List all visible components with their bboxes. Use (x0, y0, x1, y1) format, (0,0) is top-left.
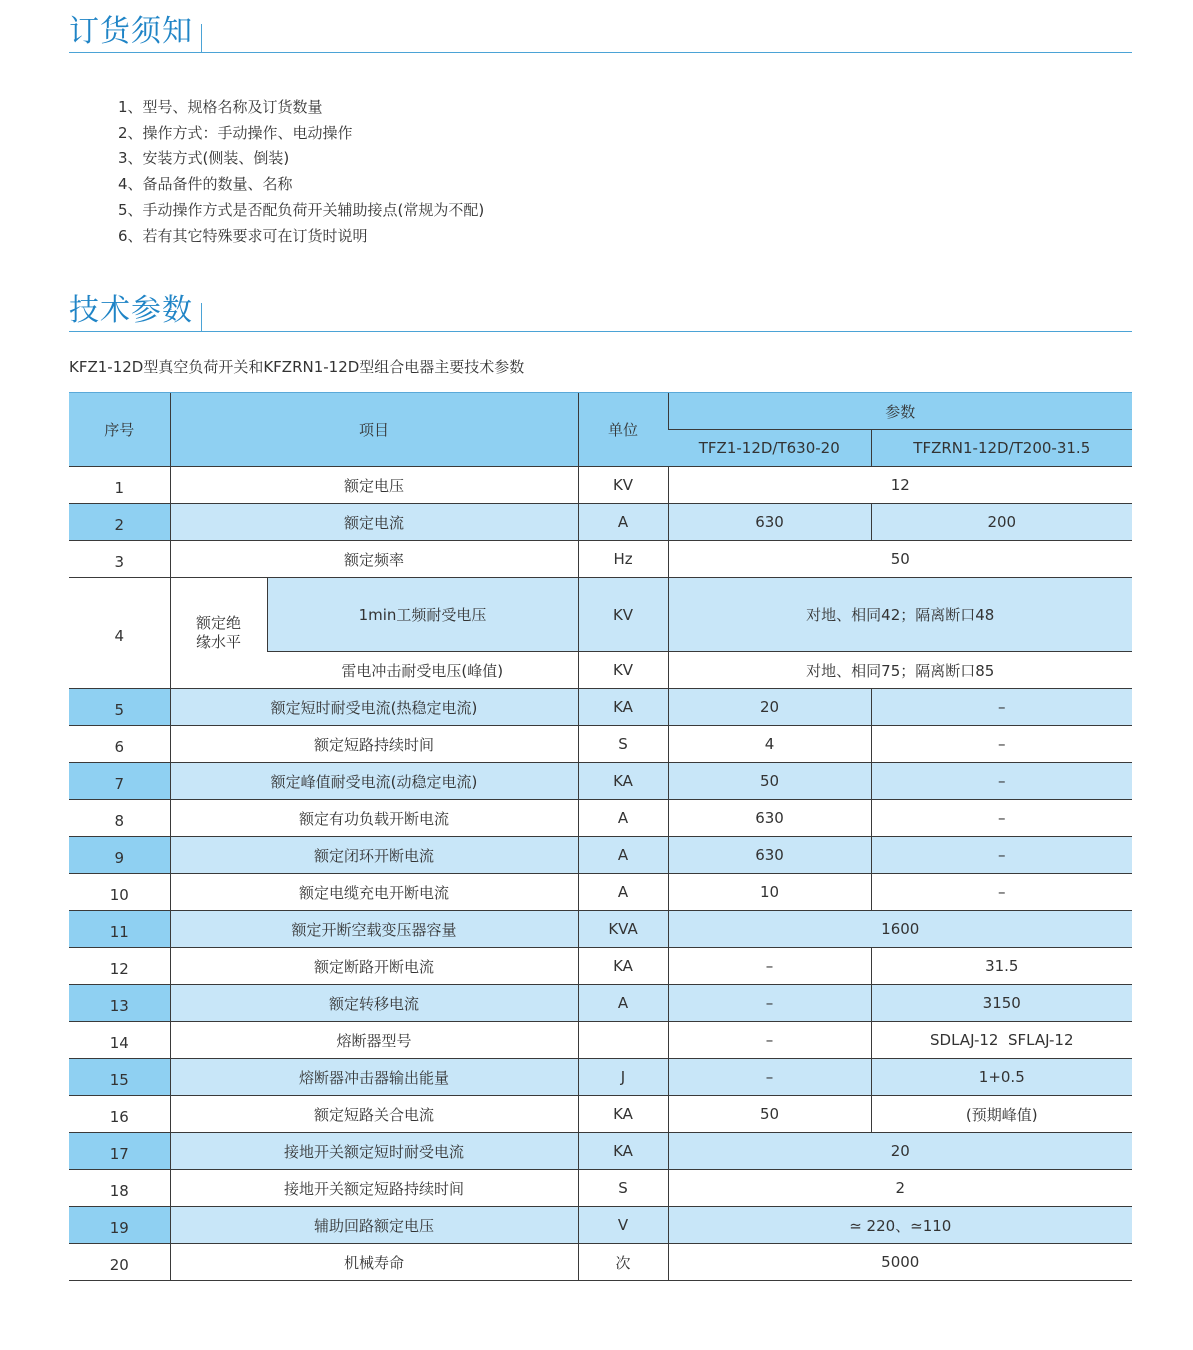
row-item: 额定开断空载变压器容量 (170, 911, 578, 948)
row-unit: A (578, 504, 668, 541)
row-unit: KV (578, 578, 668, 652)
header-no: 序号 (69, 393, 170, 467)
row-value: 对地、相同75；隔离断口85 (668, 652, 1132, 689)
row-unit: A (578, 800, 668, 837)
row-item: 额定短路持续时间 (170, 726, 578, 763)
row-value-b: 31.5 (871, 948, 1132, 985)
row-value-a: – (668, 948, 871, 985)
row-value: 20 (668, 1133, 1132, 1170)
row-no: 15 (69, 1059, 170, 1096)
list-item: 1、型号、规格名称及订货数量 (118, 98, 323, 116)
row-value-a: 4 (668, 726, 871, 763)
row-value-b: 200 (871, 504, 1132, 541)
row-item: 熔断器冲击器输出能量 (170, 1059, 578, 1096)
ordering-list (118, 95, 484, 249)
table-row (69, 874, 1132, 911)
list-item: 5、手动操作方式是否配负荷开关辅助接点(常规为不配) (118, 200, 485, 219)
row-item: 额定短路关合电流 (170, 1096, 578, 1133)
row-item: 额定电压 (170, 467, 578, 504)
table-row (69, 1244, 1132, 1281)
row-value-b: – (871, 763, 1132, 800)
row-unit: V (578, 1207, 668, 1244)
row-value: 对地、相同42；隔离断口48 (668, 578, 1132, 652)
row-value-a: 630 (668, 800, 871, 837)
row-unit: KA (578, 763, 668, 800)
list-item: 2、操作方式：手动操作、电动操作 (118, 123, 353, 142)
row-no: 5 (69, 689, 170, 726)
title-divider (201, 24, 202, 52)
row-value: 50 (668, 541, 1132, 578)
insulation-level-label: 额定绝缘水平 (196, 614, 242, 651)
row-unit: KA (578, 1133, 668, 1170)
row-no: 9 (69, 837, 170, 874)
row-value-b: – (871, 689, 1132, 726)
table-row (69, 763, 1132, 800)
row-value-a: – (668, 1059, 871, 1096)
row-unit: KV (578, 467, 668, 504)
row-no: 14 (69, 1022, 170, 1059)
list-item: 3、安装方式(侧装、倒装) (118, 149, 290, 168)
row-no: 12 (69, 948, 170, 985)
row-unit: J (578, 1059, 668, 1096)
row-unit: KVA (578, 911, 668, 948)
row-item: 额定转移电流 (170, 985, 578, 1022)
row-unit: KA (578, 689, 668, 726)
row-value-a: 50 (668, 763, 871, 800)
table-row (69, 985, 1132, 1022)
tech-title: 技术参数 (69, 293, 193, 328)
row-item: 额定峰值耐受电流(动稳定电流) (170, 763, 578, 800)
row-value-b: – (871, 874, 1132, 911)
table-row (69, 837, 1132, 874)
row-no: 7 (69, 763, 170, 800)
row-item: 辅助回路额定电压 (170, 1207, 578, 1244)
row-no: 13 (69, 985, 170, 1022)
row-no: 3 (69, 541, 170, 578)
row-no: 2 (69, 504, 170, 541)
table-row (69, 689, 1132, 726)
table-caption: KFZ1-12D型真空负荷开关和KFZRN1-12D型组合电器主要技术参数 (69, 358, 525, 376)
table-row (69, 467, 1132, 504)
row-item: 额定有功负载开断电流 (170, 800, 578, 837)
row-item: 接地开关额定短时耐受电流 (170, 1133, 578, 1170)
row-no: 6 (69, 726, 170, 763)
table-row (69, 1059, 1132, 1096)
row-unit: KA (578, 1096, 668, 1133)
table-row (69, 541, 1132, 578)
ordering-section-header (69, 12, 1132, 53)
row-value: 5000 (668, 1244, 1132, 1281)
row-item: 接地开关额定短路持续时间 (170, 1170, 578, 1207)
row-unit: 次 (578, 1244, 668, 1281)
list-item: 6、若有其它特殊要求可在订货时说明 (118, 226, 368, 245)
row-value-a: 630 (668, 504, 871, 541)
row-item: 额定电缆充电开断电流 (170, 874, 578, 911)
row-unit: KV (578, 652, 668, 689)
row-unit: KA (578, 948, 668, 985)
row-unit: S (578, 1170, 668, 1207)
row-no: 4 (69, 578, 170, 689)
row-value-a: 50 (668, 1096, 871, 1133)
row-value-b: – (871, 726, 1132, 763)
row-item: 1min工频耐受电压 (267, 578, 578, 652)
table-row (69, 800, 1132, 837)
table-row (69, 1096, 1132, 1133)
row-item: 额定断路开断电流 (170, 948, 578, 985)
header-model-b: TFZRN1-12D/T200-31.5 (871, 430, 1132, 467)
list-item: 4、备品备件的数量、名称 (118, 175, 293, 194)
table-row (69, 911, 1132, 948)
table-row (69, 504, 1132, 541)
row-unit: A (578, 985, 668, 1022)
header-model-a: TFZ1-12D/T630-20 (668, 430, 871, 467)
row-item: 机械寿命 (170, 1244, 578, 1281)
row-no: 1 (69, 467, 170, 504)
row-value: 2 (668, 1170, 1132, 1207)
row-no: 10 (69, 874, 170, 911)
row-item: 额定电流 (170, 504, 578, 541)
row-value: 12 (668, 467, 1132, 504)
table-row (69, 1133, 1132, 1170)
row-value-a: 10 (668, 874, 871, 911)
row-item: 额定闭环开断电流 (170, 837, 578, 874)
tech-section-header (69, 291, 1132, 332)
row-group (170, 578, 267, 689)
title-divider (201, 303, 202, 331)
row-value-a: – (668, 985, 871, 1022)
row-no: 18 (69, 1170, 170, 1207)
table-row (69, 1207, 1132, 1244)
row-unit (578, 1022, 668, 1059)
row-item: 雷电冲击耐受电压(峰值) (267, 652, 578, 689)
row-no: 19 (69, 1207, 170, 1244)
row-value-b: 3150 (871, 985, 1132, 1022)
table-row (69, 1022, 1132, 1059)
row-value: ≃ 220、≃110 (668, 1207, 1132, 1244)
row-value-a: 630 (668, 837, 871, 874)
row-no: 20 (69, 1244, 170, 1281)
table-row (69, 948, 1132, 985)
row-value-b: SDLAJ-12 SFLAJ-12 (871, 1022, 1132, 1059)
row-value-b: – (871, 837, 1132, 874)
row-no: 8 (69, 800, 170, 837)
row-no: 11 (69, 911, 170, 948)
table-row (69, 726, 1132, 763)
row-value-b: (预期峰值) (871, 1096, 1132, 1133)
parameters-table (69, 392, 1132, 1281)
row-unit: Hz (578, 541, 668, 578)
row-value-a: 20 (668, 689, 871, 726)
row-unit: S (578, 726, 668, 763)
header-unit: 单位 (578, 393, 668, 467)
row-unit: A (578, 874, 668, 911)
header-item: 项目 (170, 393, 578, 467)
table-row (69, 578, 1132, 652)
ordering-title: 订货须知 (69, 14, 193, 49)
header-params: 参数 (668, 393, 1132, 430)
row-value-b: – (871, 800, 1132, 837)
row-no: 16 (69, 1096, 170, 1133)
row-unit: A (578, 837, 668, 874)
row-item: 额定频率 (170, 541, 578, 578)
row-value-b: 1+0.5 (871, 1059, 1132, 1096)
table-row (69, 1170, 1132, 1207)
row-value: 1600 (668, 911, 1132, 948)
row-item: 熔断器型号 (170, 1022, 578, 1059)
row-value-a: – (668, 1022, 871, 1059)
row-item: 额定短时耐受电流(热稳定电流) (170, 689, 578, 726)
row-no: 17 (69, 1133, 170, 1170)
